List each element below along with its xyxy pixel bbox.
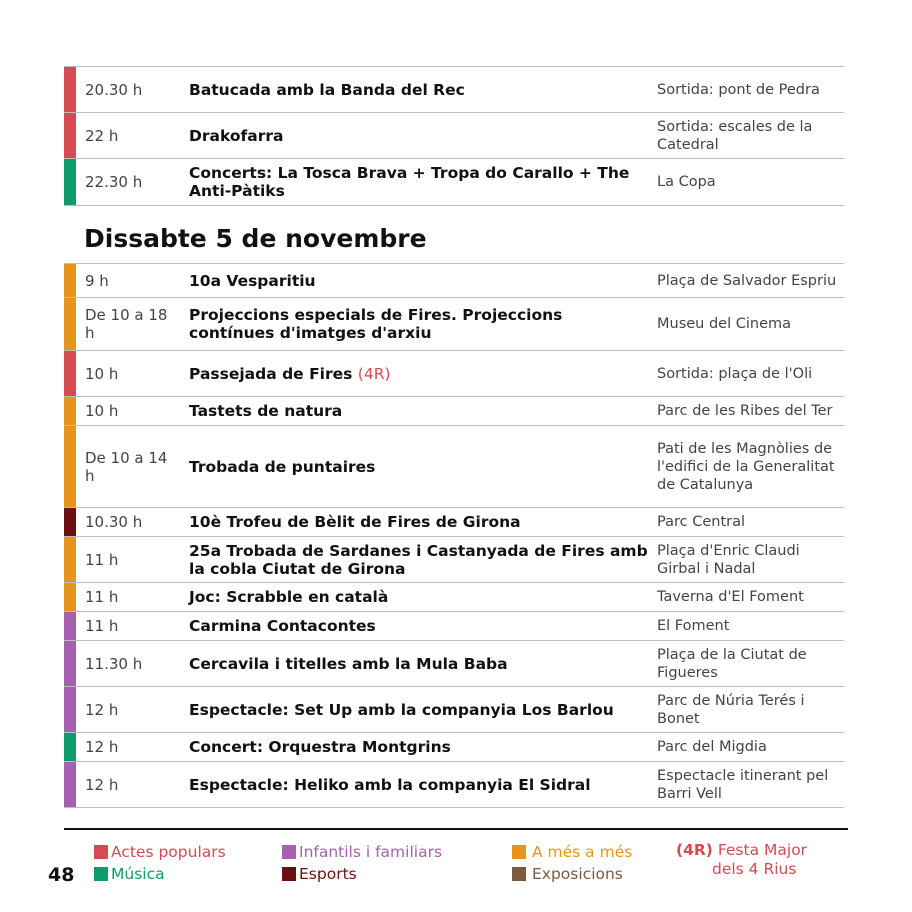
event-row	[64, 641, 844, 687]
event-time: 12 h	[85, 738, 119, 756]
category-bar	[64, 426, 76, 507]
event-row	[64, 762, 844, 808]
event-place: Sortida: pont de Pedra	[657, 81, 820, 98]
event-time: 20.30 h	[85, 80, 143, 99]
event-place: Espectacle itinerant pel Barri Vell	[657, 767, 829, 802]
day-heading: Dissabte 5 de novembre	[84, 224, 427, 253]
legend-label: Esports	[299, 865, 357, 883]
event-place: Plaça d'Enric Claudi Girbal i Nadal	[657, 542, 800, 577]
category-bar	[64, 397, 76, 425]
event-title: Espectacle: Heliko amb la companyia El Sidral	[189, 775, 591, 794]
event-time: 11 h	[85, 588, 119, 606]
event-row	[64, 612, 844, 641]
event-time: De 10 a 18 h	[85, 306, 168, 342]
event-title: Batucada amb la Banda del Rec	[189, 80, 465, 99]
event-time: 22.30 h	[85, 173, 143, 191]
legend-label: Infantils i familiars	[299, 843, 443, 861]
event-time: 11 h	[85, 617, 119, 635]
legend-4r-line1: Festa Major	[717, 841, 808, 859]
event-title: 25a Trobada de Sardanes i Castanyada de Fires amb la cobla Ciutat de Girona	[189, 541, 648, 578]
category-bar	[64, 159, 76, 205]
event-row	[64, 397, 844, 426]
event-row	[64, 687, 844, 733]
event-place: Pati de les Magnòlies de l'edifici de la Generalitat de Catalunya	[657, 440, 835, 493]
event-row	[64, 351, 844, 397]
event-title-text: Passejada de Fires	[189, 364, 353, 383]
footer-divider	[64, 828, 848, 830]
category-bar	[64, 537, 76, 582]
category-bar	[64, 583, 76, 611]
category-bar	[64, 733, 76, 761]
event-place: Plaça de la Ciutat de Figueres	[657, 646, 807, 681]
event-title: Concert: Orquestra Montgrins	[189, 738, 451, 756]
event-row	[64, 113, 844, 159]
legend-esports	[282, 864, 357, 884]
event-time: 11.30 h	[85, 654, 143, 673]
event-row	[64, 537, 844, 583]
event-place: Parc Central	[657, 514, 745, 530]
category-bar	[64, 508, 76, 536]
event-time: 11 h	[85, 550, 119, 569]
events-table-saturday	[64, 263, 844, 808]
legend-4r-code: (4R)	[676, 841, 713, 859]
event-title: Cercavila i titelles amb la Mula Baba	[189, 654, 508, 673]
event-row	[64, 583, 844, 612]
event-row	[64, 733, 844, 762]
legend-swatch	[512, 867, 526, 881]
events-table-evening	[64, 66, 844, 206]
event-title: Espectacle: Set Up amb la companyia Los Barlou	[189, 700, 614, 719]
legend-swatch	[94, 867, 108, 881]
event-title: Drakofarra	[189, 126, 284, 145]
event-title: Projeccions especials de Fires. Projeccions contínues d'imatges d'arxiu	[189, 306, 563, 342]
event-title: 10è Trofeu de Bèlit de Fires de Girona	[189, 513, 521, 531]
legend-label: Exposicions	[532, 865, 623, 883]
legend-actes-populars	[94, 842, 226, 862]
category-bar	[64, 67, 76, 112]
event-place: Plaça de Salvador Espriu	[657, 272, 837, 289]
legend-label: Actes populars	[111, 843, 226, 861]
legend-swatch	[282, 845, 296, 859]
legend-swatch	[94, 845, 108, 859]
event-place: El Foment	[657, 618, 730, 634]
legend-mes-a-mes	[512, 842, 632, 862]
event-place: La Copa	[657, 174, 716, 190]
legend-swatch	[282, 867, 296, 881]
legend-swatch	[512, 845, 526, 859]
event-row	[64, 67, 844, 113]
legend-infantils	[282, 842, 442, 862]
event-row	[64, 159, 844, 206]
event-time: 12 h	[85, 700, 119, 719]
event-title	[189, 365, 649, 383]
category-bar	[64, 687, 76, 732]
festa-major-4r-tag: (4R)	[357, 364, 391, 383]
event-place: Parc de Núria Terés i Bonet	[657, 692, 805, 727]
event-time: 10 h	[85, 364, 119, 383]
event-place: Parc del Migdia	[657, 739, 767, 755]
event-place: Museu del Cinema	[657, 316, 792, 332]
event-title: Joc: Scrabble en català	[189, 588, 389, 606]
event-title: 10a Vesparitiu	[189, 271, 316, 290]
category-bar	[64, 762, 76, 807]
category-bar	[64, 351, 76, 396]
event-place: Taverna d'El Foment	[657, 589, 804, 605]
event-time: 12 h	[85, 775, 119, 794]
page-number: 48	[48, 864, 75, 886]
legend-exposicions	[512, 864, 623, 884]
event-time: 22 h	[85, 126, 119, 145]
event-row	[64, 298, 844, 351]
event-title: Carmina Contacontes	[189, 617, 376, 635]
event-title: Concerts: La Tosca Brava + Tropa do Carallo + The Anti-Pàtiks	[189, 164, 630, 200]
event-place: Sortida: escales de la Catedral	[657, 118, 813, 153]
event-time: 10.30 h	[85, 513, 143, 531]
legend-label: Música	[111, 865, 165, 883]
event-time: De 10 a 14 h	[85, 448, 168, 485]
legend-4r-line2: dels 4 Rius	[712, 860, 797, 878]
category-bar	[64, 641, 76, 686]
legend-musica	[94, 864, 165, 884]
category-bar	[64, 264, 76, 297]
event-row	[64, 264, 844, 298]
event-place: Parc de les Ribes del Ter	[657, 403, 833, 419]
event-row	[64, 508, 844, 537]
event-time: 10 h	[85, 402, 119, 420]
event-time: 9 h	[85, 271, 109, 290]
category-bar	[64, 298, 76, 350]
legend-label: A més a més	[532, 843, 633, 861]
event-title: Trobada de puntaires	[189, 457, 376, 476]
event-row	[64, 426, 844, 508]
event-title: Tastets de natura	[189, 402, 343, 420]
legend-festa-major	[676, 841, 807, 879]
category-bar	[64, 612, 76, 640]
category-bar	[64, 113, 76, 158]
event-place: Sortida: plaça de l'Oli	[657, 365, 813, 382]
